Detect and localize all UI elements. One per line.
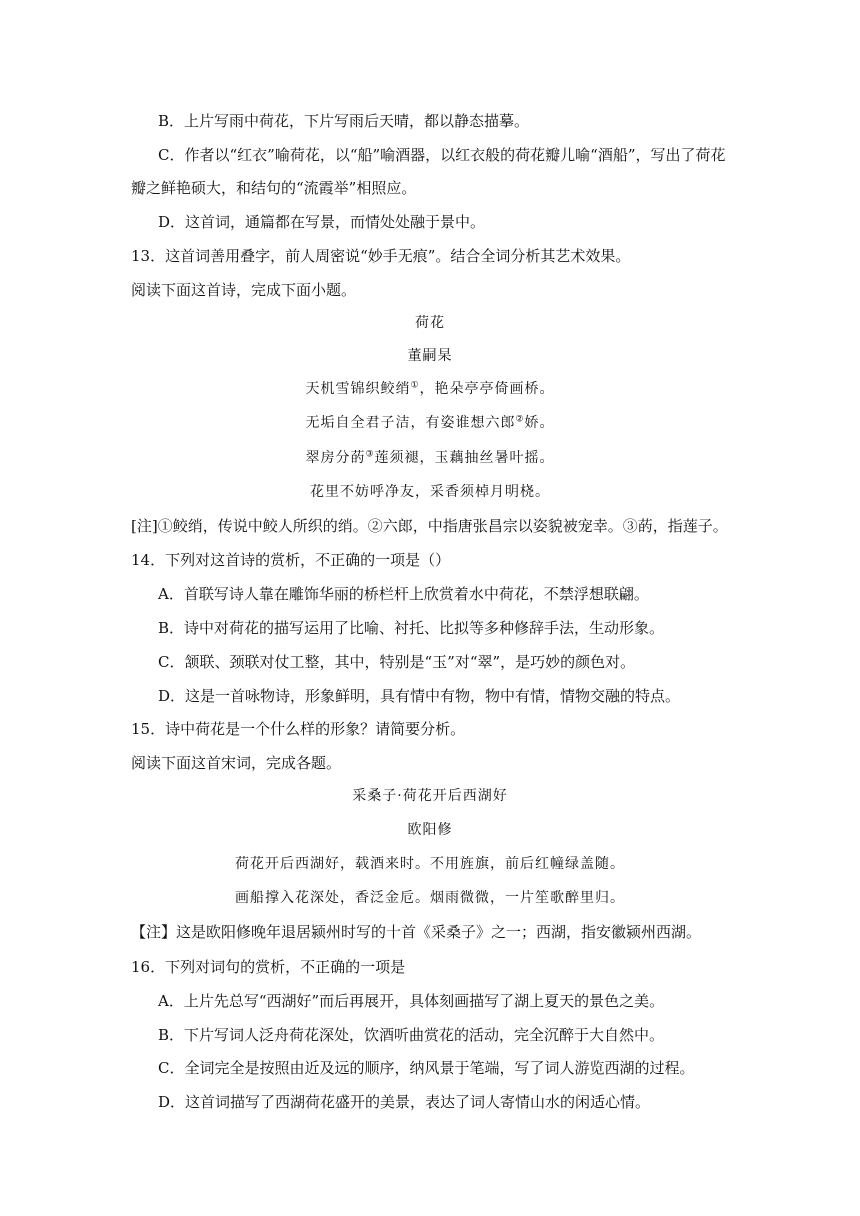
poem1-line3-b: 莲须褪，玉藕抽丝暑叶摇。 <box>374 450 555 466</box>
reading-instruction-poem2: 阅读下面这首宋词，完成各题。 <box>131 754 342 772</box>
poem1-author: 董嗣杲 <box>407 348 453 364</box>
poem1-line3 <box>0 448 860 468</box>
question-14: 14．下列对这首诗的赏析，不正确的一项是（） <box>131 551 451 569</box>
poem1-line1-a: 天机雪锦织鲛绡 <box>305 381 411 397</box>
poem2-line1: 荷花开后西湖好，载酒来时。不用旌旗，前后红幢绿盖随。 <box>235 856 625 872</box>
poem1-line2-a: 无垢自全君子洁，有姿谁想六郎 <box>305 415 516 431</box>
q14-option-c: C．颔联、颈联对仗工整，其中，特别是“玉”对“翠”，是巧妙的颜色对。 <box>158 653 636 671</box>
poem2-line2: 画船撑入花深处，香泛金卮。烟雨微微，一片笙歌醉里归。 <box>235 890 625 906</box>
poem1-line4: 花里不妨呼净友，采香须棹月明桡。 <box>310 484 550 500</box>
q12-option-b: B．上片写雨中荷花，下片写雨后天晴，都以静态描摹。 <box>158 112 530 130</box>
q14-option-a: A．首联写诗人靠在雕饰华丽的桥栏杆上欣赏着水中荷花，不禁浮想联翩。 <box>158 585 649 603</box>
poem1-title: 荷花 <box>415 315 445 331</box>
poem1-line1-b: ，艳朵亭亭倚画桥。 <box>419 381 555 397</box>
q12-option-d: D．这首词，通篇都在写景，而情处处融于景中。 <box>158 213 486 231</box>
footnote-marker-2: ② <box>515 414 525 425</box>
footnote-marker-3: ③ <box>365 449 375 460</box>
poem2-author: 欧阳修 <box>407 822 453 838</box>
q12-option-c-line2: 瓣之鲜艳硕大，和结句的“流霞举”相照应。 <box>131 179 417 197</box>
reading-instruction-poem1: 阅读下面这首诗，完成下面小题。 <box>131 281 357 299</box>
q16-option-b: B．下片写词人泛舟荷花深处，饮酒听曲赏花的活动，完全沉醉于大自然中。 <box>158 1026 665 1044</box>
poem1-line2 <box>0 413 860 433</box>
q16-option-c: C．全词完全是按照由近及远的顺序，纳风景于笔端，写了词人游览西湖的过程。 <box>158 1059 695 1077</box>
question-16: 16．下列对词句的赏析，不正确的一项是 <box>131 958 406 976</box>
poem1-line1 <box>0 379 860 399</box>
poem2-title: 采桑子·荷花开后西湖好 <box>352 788 508 804</box>
q14-option-b: B．诗中对荷花的描写运用了比喻、衬托、比拟等多种修辞手法，生动形象。 <box>158 619 665 637</box>
q12-option-c-line1: C．作者以“红衣”喻荷花，以“船”喻酒器，以红衣般的荷花瓣儿喻“酒船”，写出了荷花 <box>158 146 726 164</box>
q14-option-d: D．这是一首咏物诗，形象鲜明，具有情中有物，物中有情，情物交融的特点。 <box>158 687 681 705</box>
q16-option-d: D．这首词描写了西湖荷花盛开的美景，表达了词人寄情山水的闲适心情。 <box>158 1093 651 1111</box>
poem1-line2-b: 娇。 <box>524 415 555 431</box>
poem1-line3-a: 翠房分菂 <box>305 450 366 466</box>
question-15: 15．诗中荷花是一个什么样的形象？请简要分析。 <box>131 720 466 738</box>
q16-option-a: A．上片先总写“西湖好”而后再展开，具体刻画描写了湖上夏天的景色之美。 <box>158 992 665 1010</box>
poem2-note: 【注】这是欧阳修晚年退居颍州时写的十首《采桑子》之一；西湖，指安徽颍州西湖。 <box>131 923 702 941</box>
footnote-marker-1: ① <box>410 380 420 391</box>
question-13: 13．这首词善用叠字，前人周密说“妙手无痕”。结合全词分析其艺术效果。 <box>131 247 631 265</box>
poem1-note: [注]①鲛绡，传说中鲛人所织的绡。②六郎，中指唐张昌宗以姿貌被宠幸。③菂，指莲子。 <box>131 517 728 535</box>
